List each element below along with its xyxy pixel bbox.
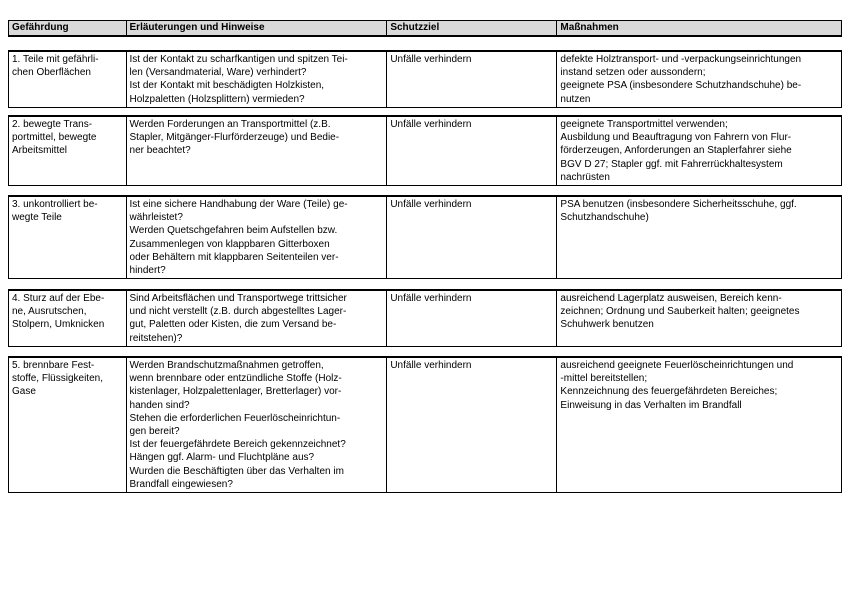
- text-line: reitstehen)?: [129, 332, 183, 344]
- text-line: wenn brennbare oder entzündliche Stoffe (Holz-: [129, 373, 342, 385]
- text-line: oder Behältern mit klappbaren Seitenteilen ver-: [129, 251, 339, 263]
- text-line: handen sind?: [129, 399, 190, 411]
- notes-cell: [126, 51, 387, 107]
- text-line: nachrüsten: [560, 171, 610, 183]
- text-line: ne, Ausrutschen,: [12, 306, 87, 318]
- text-line: instand setzen oder aussondern;: [560, 67, 706, 79]
- text-line: Ist der Kontakt zu scharfkantigen und spitzen Tei-: [129, 54, 348, 65]
- hazard-cell: [9, 290, 127, 346]
- goal-cell: Unfälle verhindern: [387, 51, 557, 107]
- text-line: Wurden die Beschäftigten über das Verhalten im: [129, 465, 344, 477]
- measures-cell: [557, 116, 842, 186]
- goal-cell: Unfälle verhindern: [387, 357, 557, 493]
- text-line: ausreichend Lagerplatz ausweisen, Bereich kenn-: [560, 293, 782, 304]
- notes-cell: [126, 290, 387, 346]
- text-line: wegte Teile: [12, 212, 62, 224]
- text-line: -mittel bereitstellen;: [560, 373, 648, 385]
- hazard-table-2: [8, 115, 842, 186]
- hazard-table-4: [8, 289, 842, 347]
- header-table: [8, 20, 842, 37]
- text-line: Sind Arbeitsflächen und Transportwege trittsicher: [129, 293, 347, 304]
- text-line: Ist der feuergefährdete Bereich gekennzeichnet?: [129, 439, 346, 451]
- text-line: zeichnen; Ordnung und Sauberkeit halten; geeignetes: [560, 306, 800, 318]
- measures-cell: [557, 51, 842, 107]
- text-line: Zusammenlegen von klappbaren Gitterboxen: [129, 238, 330, 250]
- table-row: [9, 290, 842, 346]
- measures-cell: [557, 290, 842, 346]
- text-line: 1. Teile mit gefährli-: [12, 54, 99, 65]
- hazard-cell: [9, 116, 127, 186]
- measures-cell: [557, 357, 842, 493]
- table-row: [9, 196, 842, 279]
- measures-cell: [557, 196, 842, 279]
- hazard-table-3: [8, 195, 842, 279]
- text-line: stoffe, Flüssigkeiten,: [12, 373, 103, 385]
- notes-cell: [126, 116, 387, 186]
- header-hazard: Gefährdung: [9, 21, 127, 37]
- text-line: gut, Paletten oder Kisten, die zum Versand be-: [129, 319, 337, 331]
- text-line: Werden Brandschutzmaßnahmen getroffen,: [129, 360, 324, 371]
- text-line: portmittel, bewegte: [12, 132, 97, 144]
- text-line: Gase: [12, 386, 36, 398]
- text-line: Stapler, Mitgänger-Flurförderzeuge) und Bedie-: [129, 132, 340, 144]
- notes-cell: [126, 196, 387, 279]
- text-line: ausreichend geeignete Feuerlöscheinrichtungen und: [560, 360, 794, 371]
- text-line: kistenlager, Holzpalettenlager, Bretterlager) vor-: [129, 386, 342, 398]
- text-line: Ausbildung und Beauftragung von Fahrern von Flur-: [560, 132, 792, 144]
- notes-cell: [126, 357, 387, 493]
- hazard-cell: [9, 196, 127, 279]
- text-line: geeignete Transportmittel verwenden;: [560, 119, 728, 130]
- header-row: [9, 21, 842, 37]
- text-line: len (Versandmaterial, Ware) verhindert?: [129, 67, 307, 79]
- text-line: 5. brennbare Fest-: [12, 360, 95, 371]
- text-line: hindert?: [129, 265, 166, 277]
- text-line: Werden Forderungen an Transportmittel (z.B.: [129, 119, 331, 130]
- text-line: 3. unkontrolliert be-: [12, 199, 98, 210]
- text-line: BGV D 27; Stapler ggf. mit Fahrerrückhaltesystem: [560, 158, 783, 170]
- text-line: Hängen ggf. Alarm- und Fluchtpläne aus?: [129, 452, 315, 464]
- text-line: PSA benutzen (insbesondere Sicherheitsschuhe, ggf.: [560, 199, 797, 210]
- header-measures: Maßnahmen: [557, 21, 842, 37]
- text-line: Stolpern, Umknicken: [12, 319, 105, 331]
- hazard-cell: [9, 51, 127, 107]
- text-line: chen Oberflächen: [12, 67, 91, 79]
- goal-cell: Unfälle verhindern: [387, 290, 557, 346]
- table-row: [9, 357, 842, 493]
- text-line: Einweisung in das Verhalten im Brandfall: [560, 399, 742, 411]
- text-line: Schutzhandschuhe): [560, 212, 649, 224]
- hazard-table-1: [8, 50, 842, 108]
- text-line: defekte Holztransport- und -verpackungseinrichtungen: [560, 54, 802, 65]
- text-line: gen bereit?: [129, 426, 180, 438]
- text-line: Kennzeichnung des feuergefährdeten Bereiches;: [560, 386, 778, 398]
- text-line: Stehen die erforderlichen Feuerlöscheinrichtun-: [129, 412, 341, 424]
- text-line: Arbeitsmittel: [12, 145, 68, 157]
- goal-cell: Unfälle verhindern: [387, 196, 557, 279]
- header-notes: Erläuterungen und Hinweise: [126, 21, 387, 37]
- text-line: Brandfall eingewiesen?: [129, 478, 233, 490]
- text-line: 4. Sturz auf der Ebe-: [12, 293, 105, 304]
- text-line: Werden Quetschgefahren beim Aufstellen bzw.: [129, 225, 338, 237]
- text-line: Ist der Kontakt mit beschädigten Holzkisten,: [129, 80, 325, 92]
- text-line: förderzeugen, Anforderungen an Staplerfahrer siehe: [560, 145, 792, 157]
- hazard-cell: [9, 357, 127, 493]
- goal-cell: Unfälle verhindern: [387, 116, 557, 186]
- table-row: [9, 51, 842, 107]
- text-line: nutzen: [560, 93, 591, 105]
- text-line: ner beachtet?: [129, 145, 191, 157]
- text-line: geeignete PSA (insbesondere Schutzhandschuhe) be-: [560, 80, 802, 92]
- text-line: Ist eine sichere Handhabung der Ware (Teile) ge-: [129, 199, 348, 210]
- header-goal: Schutzziel: [387, 21, 557, 37]
- text-line: Schuhwerk benutzen: [560, 319, 654, 331]
- text-line: 2. bewegte Trans-: [12, 119, 93, 130]
- text-line: Holzpaletten (Holzsplittern) vermieden?: [129, 93, 305, 105]
- text-line: und nicht verstellt (z.B. durch abgestelltes Lager-: [129, 306, 347, 318]
- text-line: währleistet?: [129, 212, 183, 224]
- table-row: [9, 116, 842, 186]
- hazard-table-5: [8, 356, 842, 493]
